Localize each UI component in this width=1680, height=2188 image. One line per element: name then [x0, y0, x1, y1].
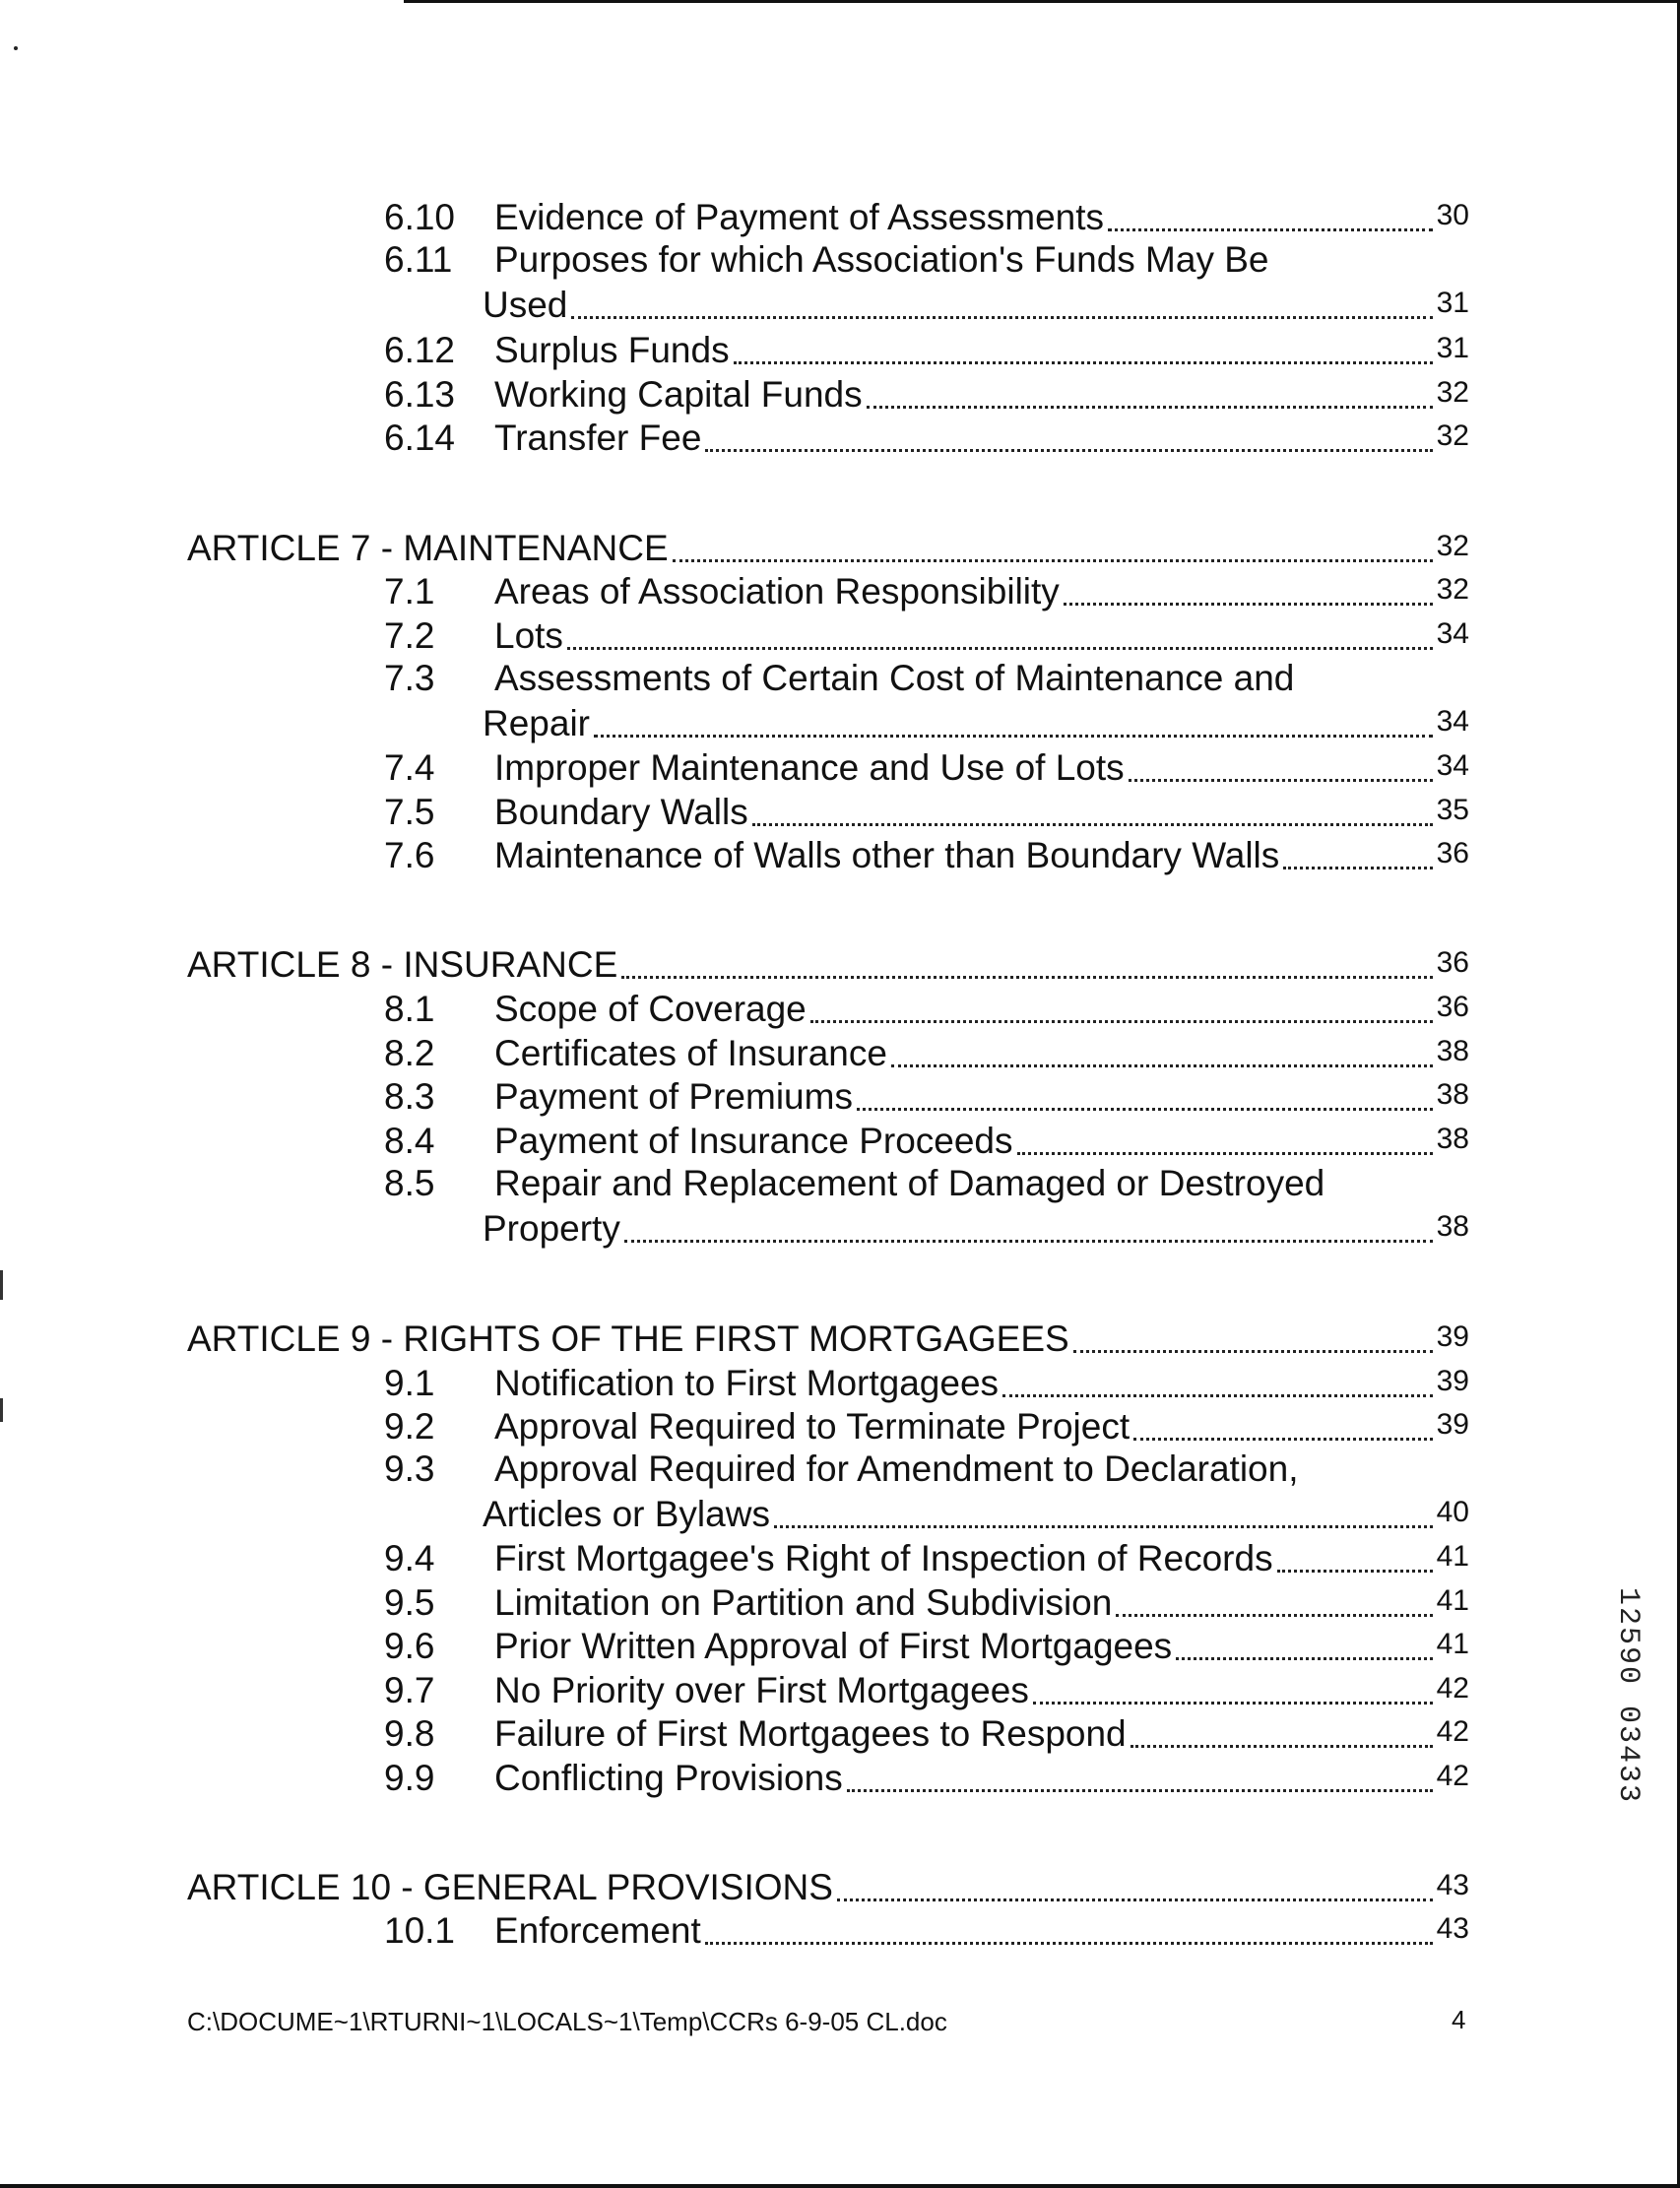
toc-dot-leader: [621, 968, 1432, 979]
toc-entry-title: Payment of Premiums: [494, 1076, 853, 1117]
toc-entry-page: 31: [1436, 287, 1469, 319]
toc-entry-title: Transfer Fee: [494, 418, 702, 458]
toc-entry: [384, 194, 1469, 239]
toc-entry-number: 9.3: [384, 1448, 435, 1489]
toc-entry-page: 38: [1436, 1210, 1469, 1243]
toc-entry-page: 34: [1436, 749, 1469, 782]
toc-entry: [384, 1755, 1469, 1800]
toc-entry-number: 10.1: [384, 1910, 456, 1951]
toc-entry-title: Surplus Funds: [494, 330, 730, 370]
toc-entry-number: 7.4: [384, 747, 435, 788]
toc-entry-title: Payment of Insurance Proceeds: [494, 1121, 1013, 1161]
toc-entry-title: Working Capital Funds: [494, 374, 863, 415]
toc-dot-leader: [867, 398, 1433, 409]
toc-dot-leader: [673, 551, 1433, 562]
toc-entry: [384, 1448, 1469, 1491]
toc-entry-number: 9.9: [384, 1758, 435, 1798]
toc-entry: [384, 986, 1469, 1031]
toc-entry-number: 8.1: [384, 989, 435, 1029]
toc-dot-leader: [1073, 1342, 1433, 1353]
toc-entry: [384, 371, 1469, 417]
toc-entry-page: 38: [1436, 1035, 1469, 1067]
toc-dot-leader: [1277, 1562, 1433, 1573]
scan-edge-mark: [0, 1270, 3, 1300]
toc-entry-title: Improper Maintenance and Use of Lots: [494, 747, 1125, 788]
scan-border-top: [404, 0, 1680, 3]
toc-dot-leader: [1017, 1144, 1433, 1155]
article-heading: ARTICLE 8 - INSURANCE: [187, 944, 618, 985]
article-heading: ARTICLE 10 - GENERAL PROVISIONS: [187, 1867, 833, 1907]
toc-entry-title: No Priority over First Mortgagees: [494, 1670, 1029, 1710]
toc-entry-title-continued: Property: [483, 1208, 620, 1249]
toc-entry: [384, 612, 1469, 658]
toc-entry: [384, 1579, 1469, 1625]
toc-entry-page: 36: [1436, 837, 1469, 869]
toc-entry-number: 9.6: [384, 1626, 435, 1666]
toc-dot-leader: [1002, 1386, 1433, 1397]
toc-entry-number: 6.12: [384, 330, 456, 370]
toc-entry: [384, 1667, 1469, 1712]
toc-dot-leader: [624, 1232, 1433, 1243]
toc-entry-title: Conflicting Provisions: [494, 1758, 843, 1798]
toc-entry-title-continued: Repair: [483, 703, 590, 743]
toc-dot-leader: [1129, 771, 1433, 782]
toc-entry-number: 9.8: [384, 1713, 435, 1754]
toc-entry-number: 9.4: [384, 1538, 435, 1578]
toc-entry-title: Failure of First Mortgagees to Respond: [494, 1713, 1127, 1754]
toc-entry-page: 41: [1436, 1540, 1469, 1573]
toc-entry-page: 41: [1436, 1628, 1469, 1660]
toc-entry-page: 39: [1436, 1365, 1469, 1397]
toc-entry-title: Approval Required for Amendment to Declaration,: [494, 1448, 1299, 1489]
toc-entry-page: 42: [1436, 1672, 1469, 1705]
toc-entry-number: 8.5: [384, 1163, 435, 1203]
toc-entry-number: 9.2: [384, 1406, 435, 1447]
toc-dot-leader: [752, 815, 1433, 826]
scan-edge-mark: [0, 1398, 3, 1422]
toc-entry-page: 38: [1436, 1123, 1469, 1155]
toc-entry-continuation: [483, 700, 1469, 745]
toc-dot-leader: [705, 441, 1432, 452]
toc-entry-page: 32: [1436, 419, 1469, 452]
toc-entry: [384, 1623, 1469, 1668]
toc-entry: [384, 238, 1469, 282]
toc-entry-title: Prior Written Approval of First Mortgagees: [494, 1626, 1173, 1666]
toc-dot-leader: [1033, 1694, 1433, 1705]
toc-dot-leader: [567, 639, 1433, 650]
toc-entry: [384, 657, 1469, 700]
toc-article-heading: [187, 525, 1469, 570]
toc-entry-page: 38: [1436, 1078, 1469, 1111]
toc-entry: [384, 568, 1469, 613]
toc-entry-number: 8.3: [384, 1076, 435, 1117]
toc-entry: [384, 1162, 1469, 1205]
toc-dot-leader: [857, 1100, 1433, 1111]
toc-entry-title: Repair and Replacement of Damaged or Destroyed: [494, 1163, 1325, 1203]
toc-entry-page: 42: [1436, 1760, 1469, 1792]
toc-entry-page: 31: [1436, 332, 1469, 364]
toc-dot-leader: [1108, 221, 1433, 231]
toc-dot-leader: [891, 1057, 1433, 1067]
toc-entry-page: 32: [1436, 573, 1469, 606]
toc-entry: [384, 1118, 1469, 1163]
toc-dot-leader: [847, 1781, 1433, 1792]
toc-entry-title: Purposes for which Association's Funds May Be: [494, 239, 1269, 280]
toc-dot-leader: [571, 308, 1432, 319]
toc-entry-title: Lots: [494, 615, 563, 656]
footer-page-number: 4: [1452, 2005, 1466, 2034]
toc-entry-number: 8.2: [384, 1033, 435, 1073]
toc-entry-title: Assessments of Certain Cost of Maintenance and: [494, 658, 1295, 698]
toc-dot-leader: [1133, 1430, 1433, 1441]
article-heading: ARTICLE 7 - MAINTENANCE: [187, 528, 669, 568]
toc-dot-leader: [594, 727, 1433, 738]
toc-entry-title: Areas of Association Responsibility: [494, 571, 1060, 611]
toc-entry: [384, 415, 1469, 460]
article-page: 36: [1436, 946, 1469, 979]
toc-dot-leader: [810, 1012, 1433, 1023]
toc-entry-page: 41: [1436, 1584, 1469, 1617]
toc-entry: [384, 1710, 1469, 1756]
footer-file-path: C:\DOCUME~1\RTURNI~1\LOCALS~1\Temp\CCRs 6-9-05 CL.doc: [187, 2007, 947, 2036]
toc-entry: [384, 1535, 1469, 1580]
toc-entry-continuation: [483, 282, 1469, 327]
toc-article-heading: [187, 1864, 1469, 1909]
toc-entry-continuation: [483, 1491, 1469, 1536]
toc-entry-title-continued: Articles or Bylaws: [483, 1494, 770, 1534]
toc-dot-leader: [1064, 595, 1433, 606]
toc-entry: [384, 1030, 1469, 1075]
toc-entry-title: Notification to First Mortgagees: [494, 1363, 1000, 1403]
toc-entry-title: Enforcement: [494, 1910, 701, 1951]
toc-entry-page: 42: [1436, 1715, 1469, 1748]
toc-dot-leader: [734, 354, 1433, 364]
toc-entry: [384, 1403, 1469, 1448]
toc-entry-number: 6.14: [384, 418, 456, 458]
toc-entry: [384, 744, 1469, 790]
toc-entry: [384, 832, 1469, 877]
toc-entry-number: 7.2: [384, 615, 435, 656]
document-stamp-number: 12590 03433: [1611, 1587, 1645, 1805]
toc-entry-number: 7.1: [384, 571, 435, 611]
toc-entry-title: Evidence of Payment of Assessments: [494, 197, 1105, 237]
toc-entry-number: 9.5: [384, 1582, 435, 1623]
article-page: 43: [1436, 1869, 1469, 1901]
toc-entry-number: 7.6: [384, 835, 435, 875]
toc-entry-page: 32: [1436, 376, 1469, 409]
toc-entry-number: 9.1: [384, 1363, 435, 1403]
toc-entry-title: Limitation on Partition and Subdivision: [494, 1582, 1113, 1623]
toc-entry-page: 43: [1436, 1912, 1469, 1945]
scan-border-bottom: [0, 2184, 1680, 2188]
toc-entry-page: 34: [1436, 705, 1469, 738]
toc-article-heading: [187, 1316, 1469, 1361]
toc-article-heading: [187, 941, 1469, 987]
toc-entry-page: 39: [1436, 1408, 1469, 1441]
toc-dot-leader: [1176, 1649, 1432, 1660]
toc-dot-leader: [774, 1517, 1433, 1528]
toc-entry-number: 6.11: [384, 239, 453, 280]
toc-entry-page: 36: [1436, 991, 1469, 1023]
article-heading: ARTICLE 9 - RIGHTS OF THE FIRST MORTGAGEES: [187, 1319, 1069, 1359]
toc-entry-number: 7.5: [384, 792, 435, 832]
toc-entry-page: 40: [1436, 1496, 1469, 1528]
toc-dot-leader: [705, 1934, 1433, 1945]
toc-entry-number: 8.4: [384, 1121, 435, 1161]
toc-entry: [384, 1907, 1469, 1953]
toc-entry: [384, 1360, 1469, 1405]
scan-speck: [14, 46, 18, 50]
toc-entry-continuation: [483, 1205, 1469, 1251]
toc-entry-title: Boundary Walls: [494, 792, 748, 832]
toc-entry-number: 6.10: [384, 197, 456, 237]
toc-entry-page: 35: [1436, 794, 1469, 826]
toc-dot-leader: [837, 1891, 1433, 1901]
toc-entry-title: Maintenance of Walls other than Boundary Walls: [494, 835, 1280, 875]
toc-entry-title-continued: Used: [483, 285, 568, 325]
toc-entry-title: Approval Required to Terminate Project: [494, 1406, 1131, 1447]
article-page: 39: [1436, 1320, 1469, 1353]
toc-dot-leader: [1131, 1737, 1433, 1748]
toc-entry: [384, 789, 1469, 834]
toc-entry-title: First Mortgagee's Right of Inspection of Records: [494, 1538, 1273, 1578]
toc-entry-page: 30: [1436, 199, 1469, 231]
toc-entry-title: Scope of Coverage: [494, 989, 807, 1029]
toc-entry-title: Certificates of Insurance: [494, 1033, 887, 1073]
article-page: 32: [1436, 530, 1469, 562]
toc-entry: [384, 1073, 1469, 1119]
toc-entry-number: 7.3: [384, 658, 435, 698]
toc-dot-leader: [1283, 859, 1432, 869]
toc-entry-number: 6.13: [384, 374, 456, 415]
toc-entry-number: 9.7: [384, 1670, 435, 1710]
toc-dot-leader: [1116, 1606, 1432, 1617]
toc-entry-page: 34: [1436, 617, 1469, 650]
toc-entry: [384, 327, 1469, 372]
